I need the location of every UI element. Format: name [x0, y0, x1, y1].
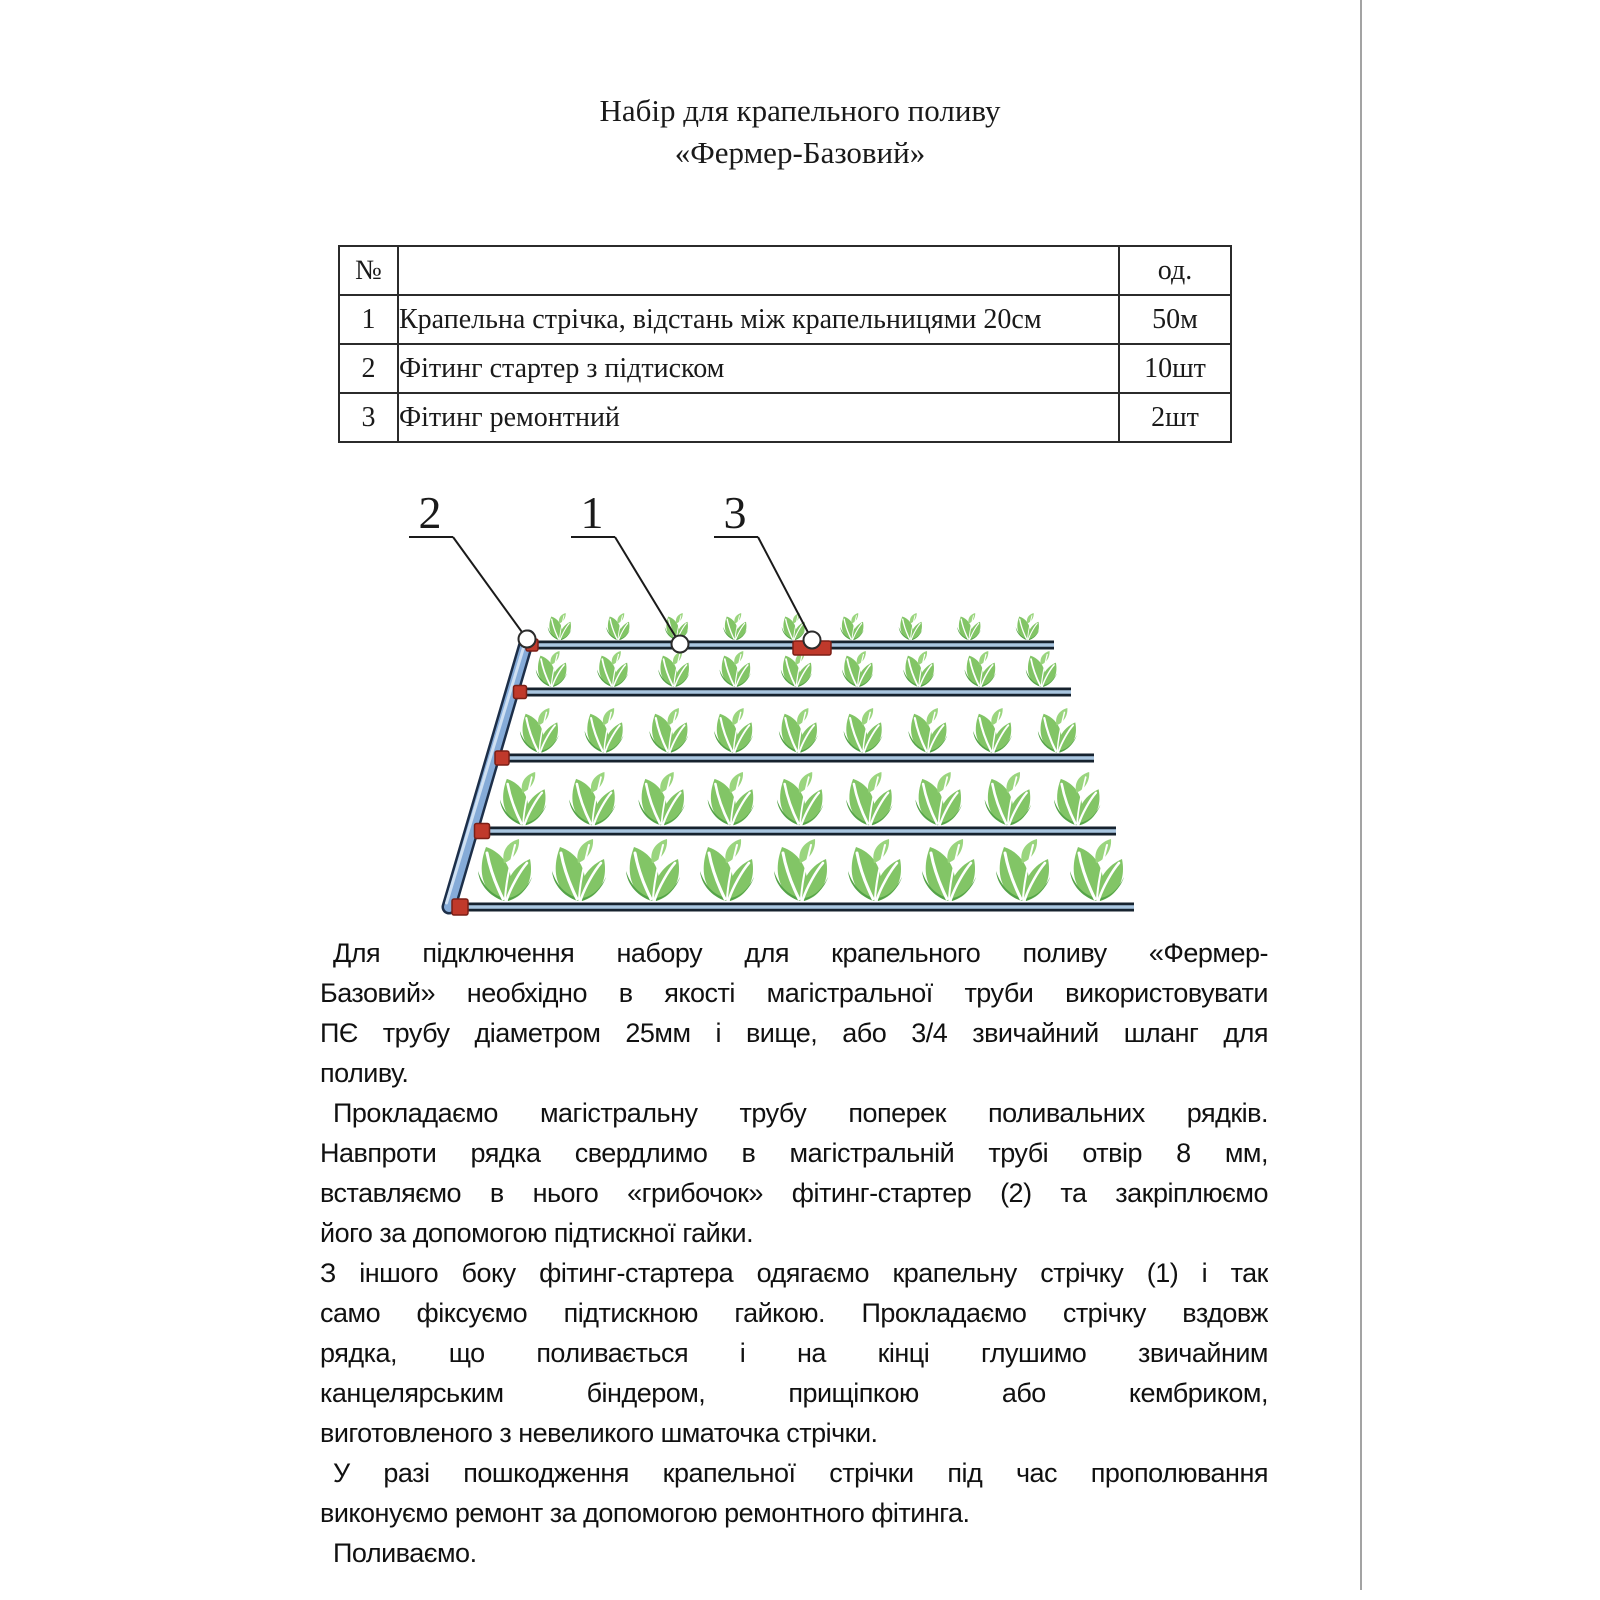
cell-num: 3: [339, 393, 398, 442]
plant-icon: [903, 651, 934, 687]
cell-name: Фітинг ремонтний: [398, 393, 1119, 442]
plant-icon: [552, 839, 606, 901]
plant-icon: [597, 651, 628, 687]
body-line: його за допомогою підтискної гайки.: [320, 1218, 754, 1248]
callout-label: 2: [418, 487, 442, 538]
body-line: вставляємо в нього «грибочок» фітинг-стартер (2) та закріплюємо: [320, 1178, 1268, 1208]
plant-icon: [700, 839, 754, 901]
body-line: Для підключення набору для крапельного поливу «Фермер-: [333, 938, 1268, 968]
plant-icon: [899, 613, 923, 640]
table-row: [339, 344, 1231, 393]
body-line: рядка, що поливається і на кінці глушимо звичайним: [320, 1338, 1268, 1368]
callout-target-dot: [672, 636, 689, 653]
page-edge-line: [1360, 0, 1362, 1590]
header-cell-unit: од.: [1119, 246, 1231, 295]
title-line-1: Набір для крапельного поливу: [599, 93, 1001, 128]
plant-icon: [720, 651, 751, 687]
plant-icon: [1016, 613, 1040, 640]
plant-icon: [846, 772, 892, 825]
plant-icon: [781, 651, 812, 687]
plant-icon: [985, 772, 1031, 825]
plant-icon: [774, 839, 828, 901]
cell-unit: 50м: [1119, 295, 1231, 344]
plant-icon: [478, 839, 532, 901]
plant-icon: [536, 651, 567, 687]
body-line: само фіксуємо підтискною гайкою. Прокладаємо стрічку вздовж: [320, 1298, 1268, 1328]
plant-icon: [957, 613, 981, 640]
callout-label: 1: [580, 487, 604, 538]
starter-fitting-icon: [495, 751, 509, 765]
plant-icon: [649, 708, 688, 753]
plant-icon: [1054, 772, 1100, 825]
body-line: поливу.: [320, 1058, 409, 1088]
callout-target-dot: [519, 631, 536, 648]
cell-num: 1: [339, 295, 398, 344]
cell-name: Фітинг стартер з підтиском: [398, 344, 1119, 393]
plant-icon: [500, 772, 546, 825]
body-line: З іншого боку фітинг-стартера одягаємо крапельну стрічку (1) і так: [320, 1258, 1268, 1288]
plant-icon: [782, 613, 806, 640]
body-line: виконуємо ремонт за допомогою ремонтного фітинга.: [320, 1498, 970, 1528]
plant-icon: [520, 708, 559, 753]
starter-fitting-icon: [452, 899, 468, 915]
plant-icon: [842, 651, 873, 687]
plant-icon: [548, 613, 572, 640]
plant-icon: [1070, 839, 1124, 901]
plant-icon: [714, 708, 753, 753]
plant-icon: [1026, 651, 1057, 687]
plant-icon: [626, 839, 680, 901]
plant-icon: [1038, 708, 1077, 753]
cell-name: Крапельна стрічка, відстань між крапельницями 20см: [398, 295, 1119, 344]
plant-icon: [638, 772, 684, 825]
plant-icon: [848, 839, 902, 901]
plant-icon: [585, 708, 624, 753]
body-line: Поливаємо.: [333, 1538, 477, 1568]
plant-icon: [658, 651, 689, 687]
header-cell-name: [398, 246, 1119, 295]
table-header-row: [339, 246, 1231, 295]
body-line: Навпроти рядка свердлимо в магістральній трубі отвір 8 мм,: [320, 1138, 1268, 1168]
body-line: канцелярським біндером, прищіпкою або кембриком,: [320, 1378, 1268, 1408]
plant-icon: [569, 772, 615, 825]
plant-icon: [922, 839, 976, 901]
plant-icon: [606, 613, 630, 640]
plant-icon: [915, 772, 961, 825]
plant-icon: [723, 613, 747, 640]
body-line: У разі пошкодження крапельної стрічки під час прополювання: [333, 1458, 1268, 1488]
header-cell-num: №: [339, 246, 398, 295]
body-line: виготовленого з невеликого шматочка стрічки.: [320, 1418, 878, 1448]
body-line: Базовий» необхідно в якості магістральної труби використовувати: [320, 978, 1268, 1008]
plant-icon: [996, 839, 1050, 901]
plant-icon: [777, 772, 823, 825]
cell-unit: 2шт: [1119, 393, 1231, 442]
plant-icon: [779, 708, 818, 753]
callout-line: [453, 537, 527, 639]
cell-unit: 10шт: [1119, 344, 1231, 393]
plant-icon: [844, 708, 883, 753]
plant-icon: [965, 651, 996, 687]
plant-icon: [840, 613, 864, 640]
table-row: [339, 295, 1231, 344]
starter-fitting-icon: [475, 824, 490, 839]
callout-target-dot: [804, 632, 821, 649]
plant-icon: [708, 772, 754, 825]
body-text: [320, 933, 1268, 1573]
starter-fitting-icon: [514, 686, 527, 699]
components-table: [338, 245, 1232, 443]
plant-icon: [973, 708, 1012, 753]
table-row: [339, 393, 1231, 442]
body-line: Прокладаємо магістральну трубу поперек поливальних рядків.: [333, 1098, 1268, 1128]
irrigation-diagram: [390, 470, 1160, 930]
cell-num: 2: [339, 344, 398, 393]
plant-icon: [908, 708, 947, 753]
title-line-2: «Фермер-Базовий»: [674, 135, 926, 170]
body-line: ПЄ трубу діаметром 25мм і вище, або 3/4 звичайний шланг для: [320, 1018, 1268, 1048]
callout-label: 3: [723, 487, 747, 538]
page-title: [320, 90, 1280, 174]
